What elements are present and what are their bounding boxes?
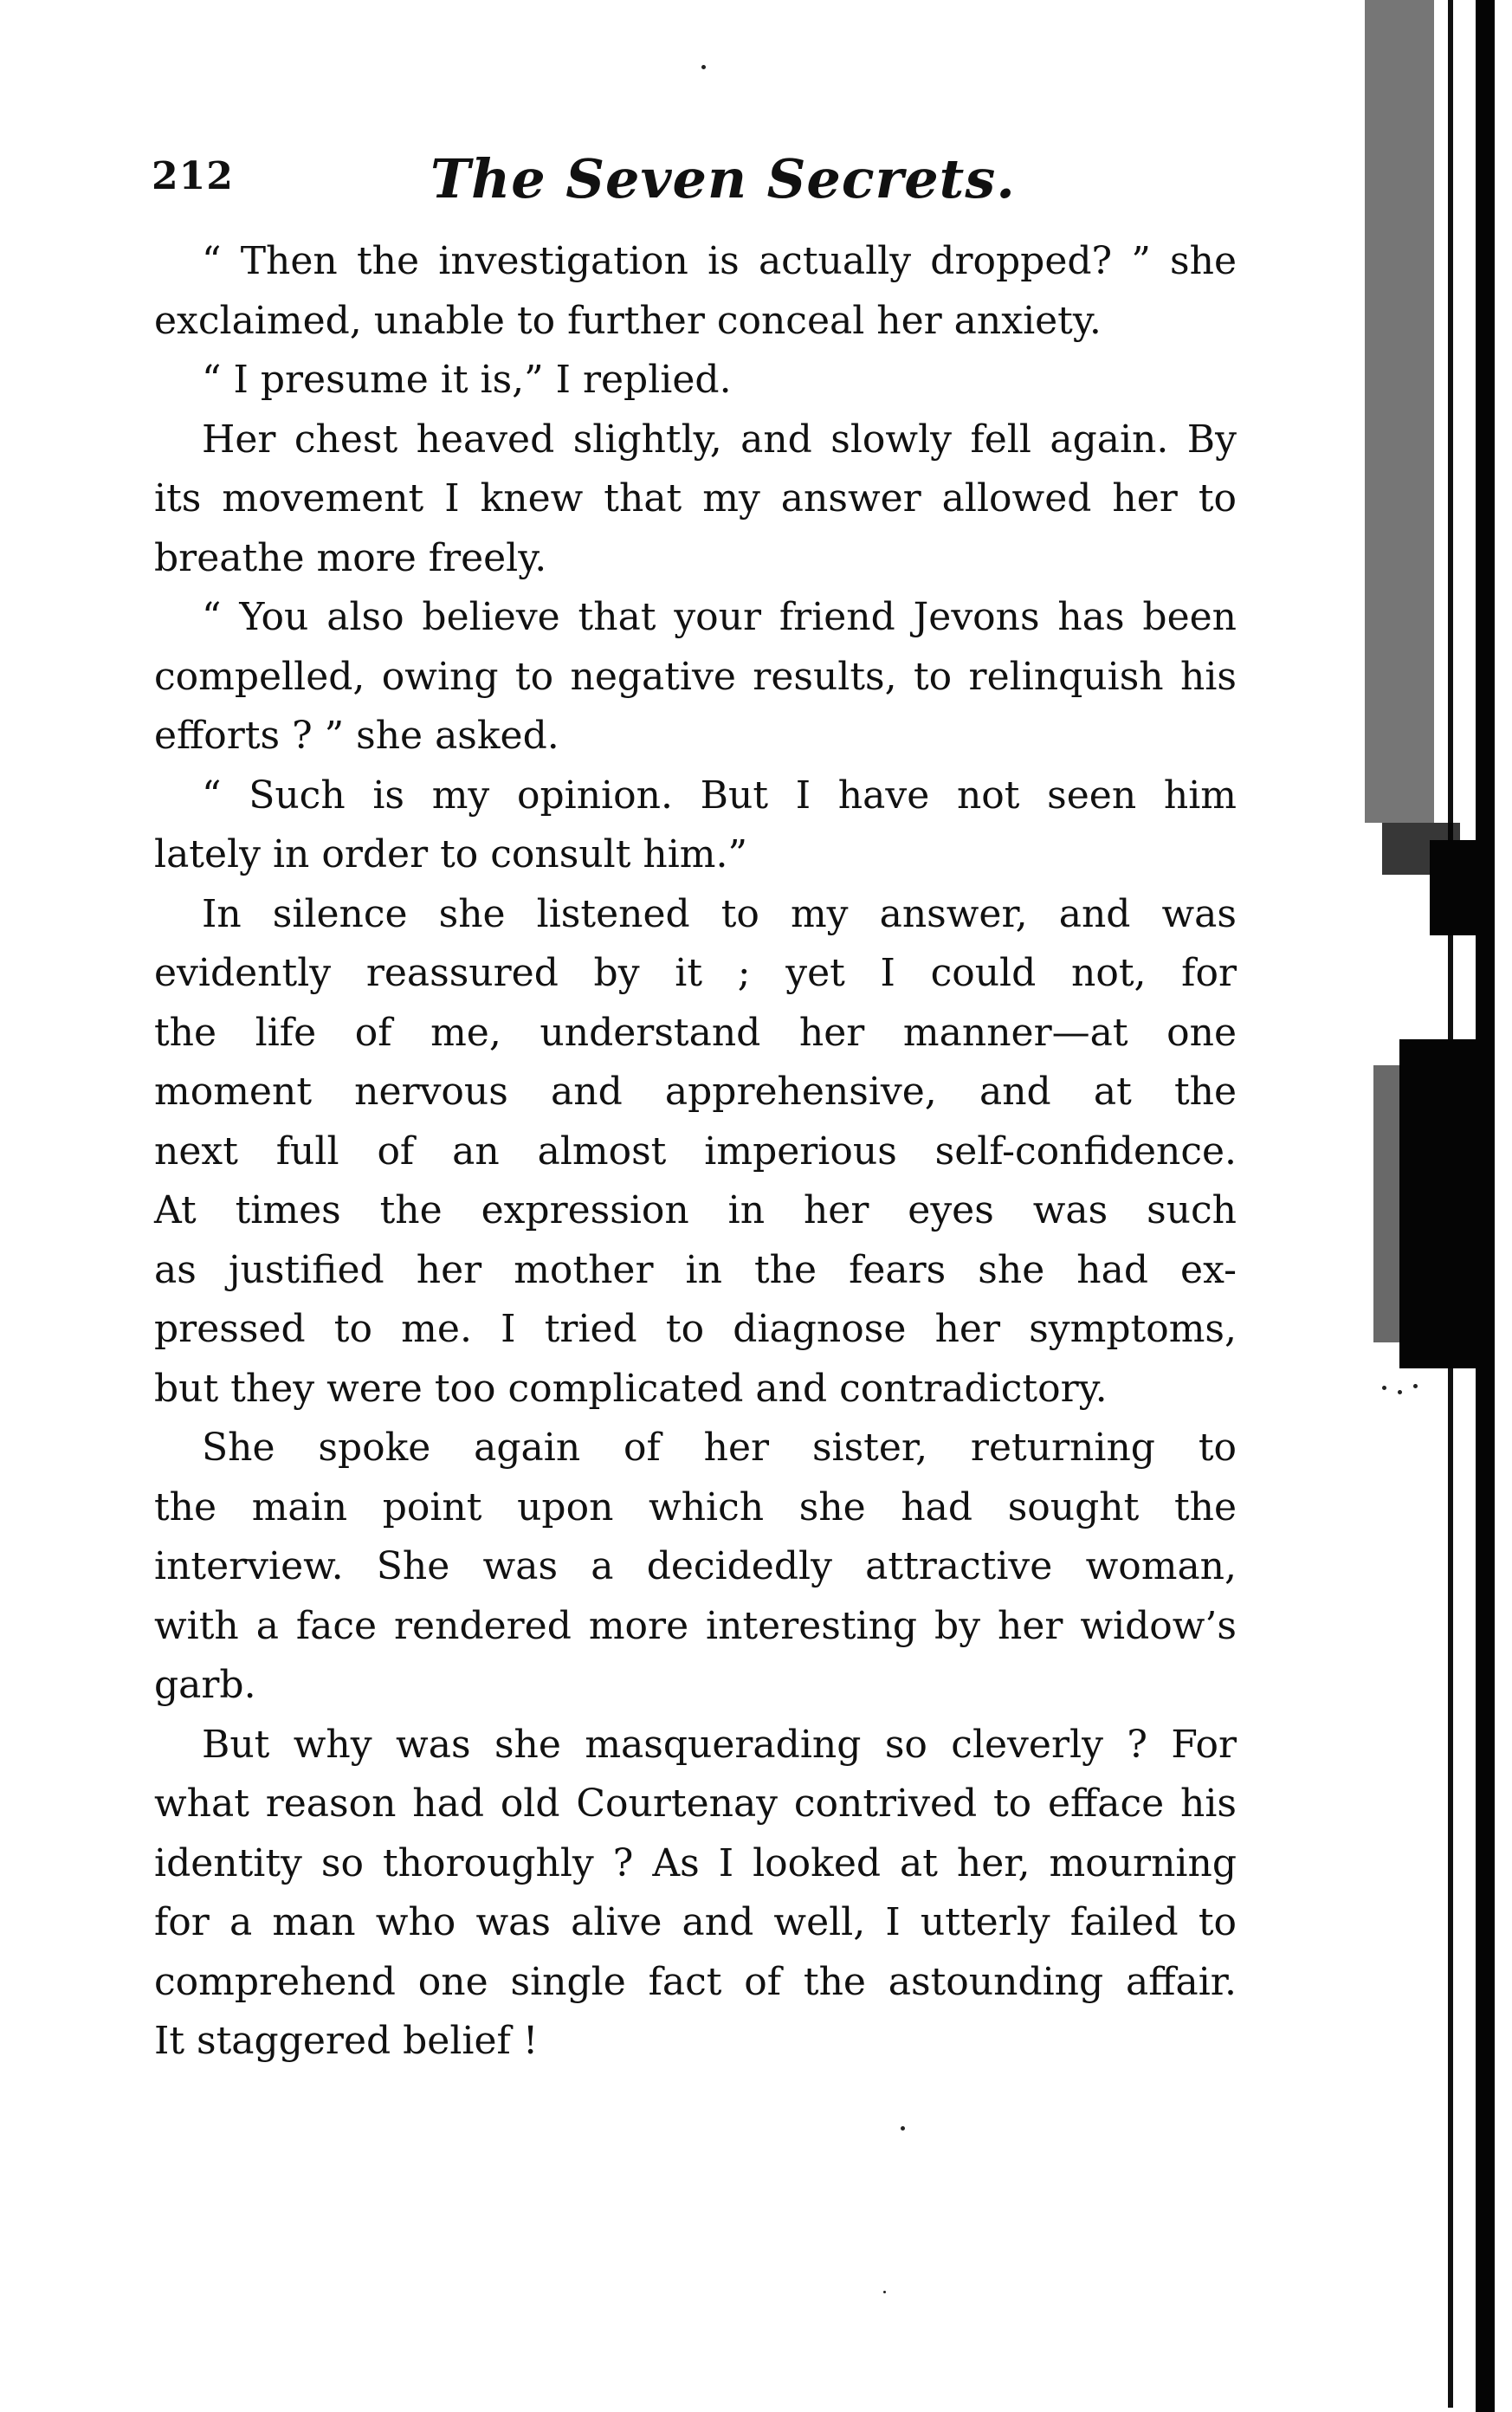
text-line: She spoke again of her sister, returning to	[202, 1426, 1237, 1470]
scan-edge-shadow	[1252, 0, 1512, 2412]
text-line: garb.	[154, 1663, 256, 1707]
text-line: but they were too complicated and contradictory.	[154, 1366, 1108, 1411]
paragraph	[154, 1716, 1237, 2072]
text-line: “ Then the investigation is actually dropped? ” she	[202, 239, 1237, 283]
page-header	[152, 147, 1243, 225]
text-line: what reason had old Courtenay contrived to efface his	[154, 1782, 1237, 1826]
text-line: identity so thoroughly ? As I looked at her, mourning	[154, 1840, 1237, 1885]
text-line: the main point upon which she had sought the	[154, 1484, 1237, 1529]
paragraph	[154, 588, 1237, 766]
text-line: lately in order to consult him.”	[154, 832, 747, 876]
text-line: as justified her mother in the fears she had ex-	[154, 1247, 1237, 1292]
text-line: with a face rendered more interesting by her widow’s	[154, 1603, 1237, 1648]
paragraph	[154, 411, 1237, 589]
text-line: But why was she masquerading so cleverly ? For	[202, 1722, 1237, 1767]
running-title: The Seven Secrets.	[430, 147, 1016, 210]
scan-speck	[901, 2126, 905, 2131]
text-line: At times the expression in her eyes was such	[154, 1188, 1237, 1232]
text-line: pressed to me. I tried to diagnose her symptoms,	[154, 1307, 1237, 1351]
page-number: 212	[152, 154, 234, 198]
text-line: compelled, owing to negative results, to relinquish his	[154, 654, 1237, 699]
text-line: the life of me, understand her manner—at one	[154, 1010, 1237, 1055]
scan-speck	[883, 2291, 886, 2293]
text-line: exclaimed, unable to further conceal her anxiety.	[154, 298, 1102, 343]
text-line: moment nervous and apprehensive, and at the	[154, 1070, 1237, 1114]
text-line: comprehend one single fact of the astounding affair.	[154, 1959, 1237, 2004]
text-line: It staggered belief !	[154, 2019, 539, 2063]
body-text	[154, 232, 1237, 2072]
text-line: interview. She was a decidedly attractive woman,	[154, 1544, 1237, 1588]
paragraph	[154, 766, 1237, 885]
paragraph	[154, 1419, 1237, 1716]
text-line: for a man who was alive and well, I utterly failed to	[154, 1900, 1237, 1944]
text-line: “ Such is my opinion. But I have not seen him	[202, 773, 1237, 818]
text-line: next full of an almost imperious self-confidence.	[154, 1128, 1237, 1174]
paragraph	[154, 885, 1237, 1419]
scan-speck	[701, 65, 706, 69]
paragraph	[154, 232, 1237, 351]
text-line: In silence she listened to my answer, and was	[202, 891, 1237, 936]
text-line: Her chest heaved slightly, and slowly fell again. By	[202, 417, 1237, 462]
text-line: breathe more freely.	[154, 535, 547, 580]
text-line: its movement I knew that my answer allowed her to	[154, 476, 1237, 521]
paragraph	[154, 351, 1237, 411]
text-line: evidently reassured by it ; yet I could not, for	[154, 951, 1237, 995]
text-line: “ I presume it is,” I replied.	[202, 358, 732, 402]
text-line: “ You also believe that your friend Jevons has been	[202, 595, 1237, 639]
text-line: efforts ? ” she asked.	[154, 714, 559, 758]
